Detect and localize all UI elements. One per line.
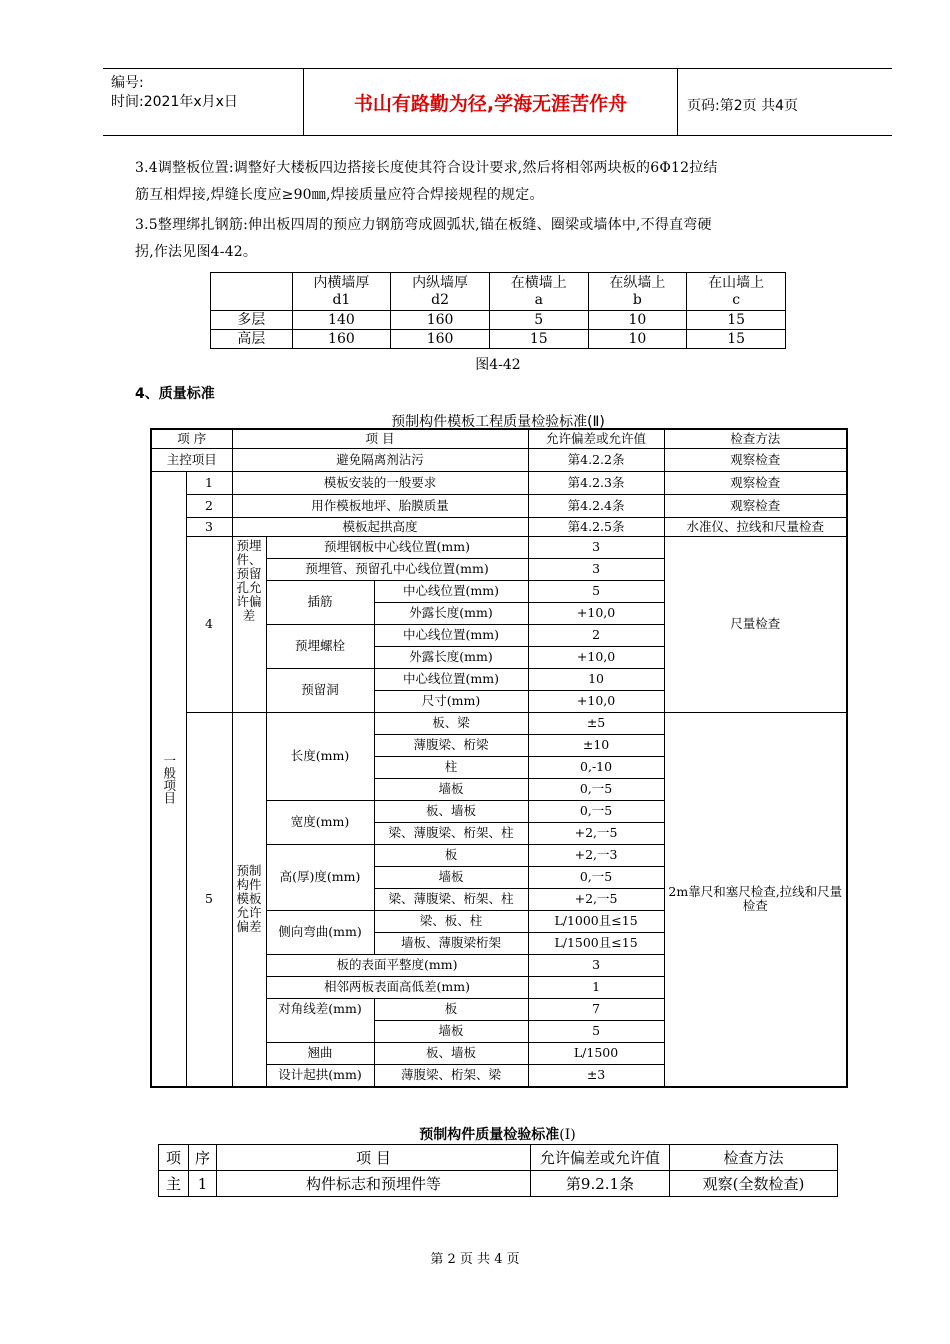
table-cell: 3 xyxy=(528,558,664,580)
page-footer: 第 2 页 共 4 页 xyxy=(430,1252,520,1267)
table-cell: +2,一5 xyxy=(528,822,664,844)
table-cell: 160 xyxy=(391,330,490,349)
table-cell: 第4.2.4条 xyxy=(528,494,664,517)
table-cell: 2 xyxy=(186,494,232,517)
embedded-parts-label: 预埋件、预留孔允许偏差 xyxy=(232,536,266,712)
table-cell: 4 xyxy=(186,536,232,712)
table-cell: L/1500 xyxy=(528,1042,664,1064)
table-cell: L/1500且≤15 xyxy=(528,932,664,954)
table-cell: 1 xyxy=(189,1171,217,1197)
table-cell: 插筋 xyxy=(266,580,374,624)
table-cell: 长度(mm) xyxy=(266,712,374,800)
header-divider xyxy=(677,68,678,135)
table2-header: 检查方法 xyxy=(664,429,847,448)
table2-title: 预制构件模板工程质量检验标准(Ⅱ) xyxy=(391,414,605,430)
table2-header: 允许偏差或允许值 xyxy=(528,429,664,448)
table-cell: 160 xyxy=(292,330,391,349)
table-cell: +10,0 xyxy=(528,646,664,668)
table-cell: 5 xyxy=(489,311,588,330)
precast-label: 预制构件模板允许偏差 xyxy=(232,712,266,1087)
table-cell: 尺寸(mm) xyxy=(374,690,528,712)
table-cell: 10 xyxy=(528,668,664,690)
table-cell: 相邻两板表面高低差(mm) xyxy=(266,976,528,998)
table-cell: 1 xyxy=(528,976,664,998)
table3-header: 允许偏差或允许值 xyxy=(531,1145,670,1171)
table-cell: 板、墙板 xyxy=(374,800,528,822)
table-cell: 主 xyxy=(159,1171,189,1197)
table-cell: 用作模板地坪、胎膜质量 xyxy=(232,494,528,517)
table-cell: 多层 xyxy=(211,311,293,330)
time-label: 时间:2021年x月x日 xyxy=(111,94,238,110)
table-cell: 墙板、薄腹梁桁架 xyxy=(374,932,528,954)
table-cell: 5 xyxy=(186,712,232,1087)
table1-header: 内纵墙厚 d2 xyxy=(391,273,490,311)
table-cell: ±5 xyxy=(528,712,664,734)
para-3-4-line1: 3.4调整板位置:调整好大楼板四边搭接长度使其符合设计要求,然后将相邻两块板的6Φ12拉结 xyxy=(135,160,718,176)
table-cell: 薄腹梁、桁梁 xyxy=(374,734,528,756)
table-cell: 第4.2.3条 xyxy=(528,471,664,494)
table-cell: L/1000且≤15 xyxy=(528,910,664,932)
table-cell: 避免隔离剂沾污 xyxy=(232,448,528,471)
table-cell: 梁、板、柱 xyxy=(374,910,528,932)
template-quality-table xyxy=(150,428,848,1088)
table-row xyxy=(151,712,847,734)
general-items-label: 一般项目 xyxy=(151,471,186,1087)
table-row xyxy=(211,311,786,330)
table-cell: 0,一5 xyxy=(528,778,664,800)
table-row xyxy=(151,517,847,536)
table-cell: 中心线位置(mm) xyxy=(374,668,528,690)
code-label: 编号: xyxy=(111,75,144,91)
table-cell: 第4.2.2条 xyxy=(528,448,664,471)
table-cell: 板、梁 xyxy=(374,712,528,734)
table-cell: +10,0 xyxy=(528,690,664,712)
main-control-label: 主控项目 xyxy=(151,448,232,471)
table-cell: 水准仪、拉线和尺量检查 xyxy=(664,517,847,536)
table-cell: 尺量检查 xyxy=(664,536,847,712)
table-cell: 10 xyxy=(588,311,687,330)
table-cell: +2,一3 xyxy=(528,844,664,866)
table-row xyxy=(151,448,847,471)
header-bottom-rule xyxy=(103,135,892,136)
table-cell: 第9.2.1条 xyxy=(531,1171,670,1197)
table-cell: 140 xyxy=(292,311,391,330)
page-label: 页码:第2页 共4页 xyxy=(687,98,798,114)
table-cell: 3 xyxy=(186,517,232,536)
table-cell: 高层 xyxy=(211,330,293,349)
table-cell: 中心线位置(mm) xyxy=(374,580,528,602)
table-cell: 板、墙板 xyxy=(374,1042,528,1064)
table-cell: 预埋螺栓 xyxy=(266,624,374,668)
table-cell: 模板起拱高度 xyxy=(232,517,528,536)
table-cell: 160 xyxy=(391,311,490,330)
table3-header: 检查方法 xyxy=(670,1145,838,1171)
table-cell: 中心线位置(mm) xyxy=(374,624,528,646)
table-cell: +2,一5 xyxy=(528,888,664,910)
table1-header: 内横墙厚 d1 xyxy=(292,273,391,311)
table-cell: 3 xyxy=(528,954,664,976)
dimension-table xyxy=(210,272,786,349)
table-cell: 板的表面平整度(mm) xyxy=(266,954,528,976)
table-cell: 1 xyxy=(186,471,232,494)
table-cell: 翘曲 xyxy=(266,1042,374,1064)
section-heading: 4、质量标准 xyxy=(135,386,215,402)
table3-header: 序 xyxy=(189,1145,217,1171)
motto: 书山有路勤为径,学海无涯苦作舟 xyxy=(353,93,628,115)
table-cell: 柱 xyxy=(374,756,528,778)
table-cell: 5 xyxy=(528,580,664,602)
table-cell: 观察检查 xyxy=(664,471,847,494)
table-row xyxy=(211,330,786,349)
table-cell: 15 xyxy=(687,311,786,330)
table-cell: ±3 xyxy=(528,1064,664,1087)
header-top-rule xyxy=(103,68,892,69)
table-cell: 预埋管、预留孔中心线位置(mm) xyxy=(266,558,528,580)
table-cell: 15 xyxy=(489,330,588,349)
table-cell: 第4.2.5条 xyxy=(528,517,664,536)
table-cell: 外露长度(mm) xyxy=(374,602,528,624)
table-cell: 10 xyxy=(588,330,687,349)
table-cell: 0,一5 xyxy=(528,800,664,822)
table-cell: +10,0 xyxy=(528,602,664,624)
table-cell: 0,-10 xyxy=(528,756,664,778)
table2-header: 项 目 xyxy=(232,429,528,448)
table-cell: 梁、薄腹梁、桁架、柱 xyxy=(374,822,528,844)
table-row xyxy=(151,536,847,558)
table2-header: 项 序 xyxy=(151,429,232,448)
table-cell: 观察检查 xyxy=(664,494,847,517)
table3-title: 预制构件质量检验标准(I) xyxy=(419,1127,576,1143)
table-cell: 墙板 xyxy=(374,866,528,888)
table-cell: 侧向弯曲(mm) xyxy=(266,910,374,954)
table-cell: 墙板 xyxy=(374,778,528,800)
table-row xyxy=(151,494,847,517)
precast-quality-table xyxy=(158,1144,838,1197)
table1-header: 在山墙上 c xyxy=(687,273,786,311)
table-cell: 7 xyxy=(528,998,664,1020)
table-cell: 外露长度(mm) xyxy=(374,646,528,668)
table-cell: 板 xyxy=(374,844,528,866)
table-cell: 墙板 xyxy=(374,1020,528,1042)
table-cell: 宽度(mm) xyxy=(266,800,374,844)
table-cell: 预留洞 xyxy=(266,668,374,712)
table-cell: 2 xyxy=(528,624,664,646)
table-cell: 设计起拱(mm) xyxy=(266,1064,374,1087)
table-cell: 观察检查 xyxy=(664,448,847,471)
table-cell: ±10 xyxy=(528,734,664,756)
table3-header: 项 xyxy=(159,1145,189,1171)
para-3-5-line2: 拐,作法见图4-42。 xyxy=(135,244,258,260)
figure-caption: 图4-42 xyxy=(475,357,521,373)
table-cell: 高(厚)度(mm) xyxy=(266,844,374,910)
table-cell: 3 xyxy=(528,536,664,558)
table-cell: 2m靠尺和塞尺检查,拉线和尺量检查 xyxy=(664,712,847,1087)
table-cell: 构件标志和预埋件等 xyxy=(217,1171,531,1197)
table3-header: 项 目 xyxy=(217,1145,531,1171)
table-cell: 观察(全数检查) xyxy=(670,1171,838,1197)
table-cell: 预埋钢板中心线位置(mm) xyxy=(266,536,528,558)
table-cell: 薄腹梁、桁架、梁 xyxy=(374,1064,528,1087)
table-cell: 板 xyxy=(374,998,528,1020)
table1-header: 在纵墙上 b xyxy=(588,273,687,311)
table-cell: 15 xyxy=(687,330,786,349)
table-cell: 0,一5 xyxy=(528,866,664,888)
para-3-4-line2: 筋互相焊接,焊缝长度应≥90㎜,焊接质量应符合焊接规程的规定。 xyxy=(135,187,544,203)
table-row xyxy=(151,471,847,494)
table-row xyxy=(159,1171,838,1197)
table-cell: 梁、薄腹梁、桁架、柱 xyxy=(374,888,528,910)
table-cell: 5 xyxy=(528,1020,664,1042)
table-cell: 对角线差(mm) xyxy=(266,998,374,1042)
para-3-5-line1: 3.5整理绑扎钢筋:伸出板四周的预应力钢筋弯成圆弧状,锚在板缝、圈梁或墙体中,不得直弯硬 xyxy=(135,217,712,233)
table-cell: 模板安装的一般要求 xyxy=(232,471,528,494)
table1-corner xyxy=(211,273,293,311)
table1-header: 在横墙上 a xyxy=(489,273,588,311)
